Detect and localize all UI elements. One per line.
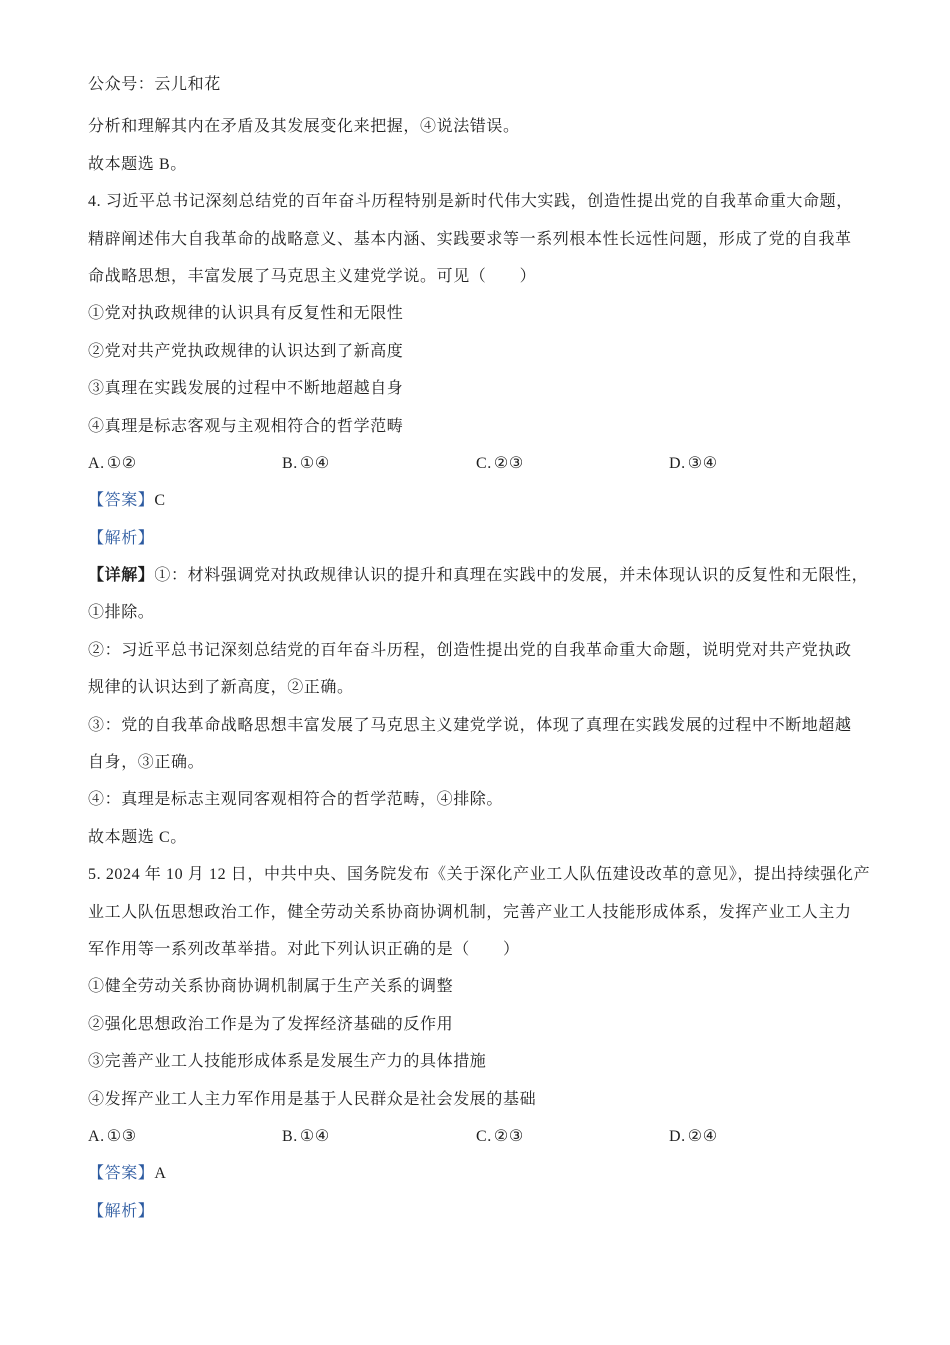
- answer-label: 【答案】: [88, 492, 155, 510]
- page-content: [88, 66, 908, 1230]
- previous-conclusion-line: 故本题选 B。: [88, 155, 187, 173]
- detail-line: 自身，③正确。: [88, 754, 205, 772]
- answer-value: A: [154, 1165, 167, 1183]
- option-c: C. ②③: [476, 1127, 524, 1145]
- statement-item: ④发挥产业工人主力军作用是基于人民群众是社会发展的基础: [88, 1090, 537, 1108]
- option-b: B. ①④: [282, 454, 330, 472]
- option-d: D. ②④: [669, 1127, 718, 1145]
- statement-item: ②强化思想政治工作是为了发挥经济基础的反作用: [88, 1015, 454, 1033]
- statement-item: ①健全劳动关系协商协调机制属于生产关系的调整: [88, 978, 454, 996]
- question-stem-text: 2024 年 10 月 12 日，中共中央、国务院发布《关于深化产业工人队伍建设改革的意见》，提出持续强化产: [105, 866, 871, 884]
- detail-line: ④：真理是标志主观同客观相符合的哲学范畴，④排除。: [88, 791, 504, 809]
- option-a: A. ①③: [88, 1127, 137, 1145]
- conclusion-line: 故本题选 C。: [88, 828, 187, 846]
- statement-item: ④真理是标志客观与主观相符合的哲学范畴: [88, 417, 404, 435]
- option-d: D. ③④: [669, 454, 718, 472]
- options-row: [88, 445, 908, 482]
- answer-line: [88, 1155, 908, 1192]
- option-a: A. ①②: [88, 454, 137, 472]
- statement-item: ①党对执政规律的认识具有反复性和无限性: [88, 305, 404, 323]
- detail-line: ①排除。: [88, 604, 155, 622]
- question-number: 5.: [88, 866, 102, 884]
- option-c: C. ②③: [476, 454, 524, 472]
- question-5-stem-line: [88, 856, 908, 893]
- question-stem-text: 习近平总书记深刻总结党的百年奋斗历程特别是新时代伟大实践，创造性提出党的自我革命重大命题，: [105, 193, 853, 211]
- detail-line: ②：习近平总书记深刻总结党的百年奋斗历程，创造性提出党的自我革命重大命题，说明党对共产党执政: [88, 641, 852, 659]
- previous-analysis-line: 分析和理解其内在矛盾及其发展变化来把握，④说法错误。: [88, 118, 520, 136]
- analysis-label: 【解析】: [88, 1202, 155, 1220]
- statement-item: ③完善产业工人技能形成体系是发展生产力的具体措施: [88, 1053, 487, 1071]
- watermark-text: 公众号：云儿和花: [88, 76, 221, 93]
- detail-line: 【详解】①：材料强调党对执政规律认识的提升和真理在实践中的发展，并未体现认识的反复性和无限性，: [88, 567, 869, 585]
- answer-label: 【答案】: [88, 1165, 155, 1183]
- statement-item: ③真理在实践发展的过程中不断地超越自身: [88, 380, 404, 398]
- detail-line: 规律的认识达到了新高度，②正确。: [88, 679, 354, 697]
- question-4-stem-line: 精辟阐述伟大自我革命的战略意义、基本内涵、实践要求等一系列根本性长远性问题，形成了党的自我革: [88, 230, 852, 248]
- question-number: 4.: [88, 193, 102, 211]
- answer-value: C: [154, 492, 166, 510]
- detail-line: ③：党的自我革命战略思想丰富发展了马克思主义建党学说，体现了真理在实践发展的过程中不断地超越: [88, 716, 852, 734]
- detail-label: 【详解】: [88, 567, 155, 585]
- question-5-stem-line: 业工人队伍思想政治工作，健全劳动关系协商协调机制，完善产业工人技能形成体系，发挥产业工人主力: [88, 903, 852, 921]
- options-row: [88, 1118, 908, 1155]
- option-b: B. ①④: [282, 1127, 330, 1145]
- statement-item: ②党对共产党执政规律的认识达到了新高度: [88, 342, 404, 360]
- question-5-stem-line: 军作用等一系列改革举措。对此下列认识正确的是（ ）: [88, 940, 520, 958]
- analysis-label: 【解析】: [88, 529, 155, 547]
- answer-line: [88, 482, 908, 519]
- question-4-stem-line: [88, 183, 908, 220]
- question-4-stem-line: 命战略思想，丰富发展了马克思主义建党学说。可见（ ）: [88, 267, 537, 285]
